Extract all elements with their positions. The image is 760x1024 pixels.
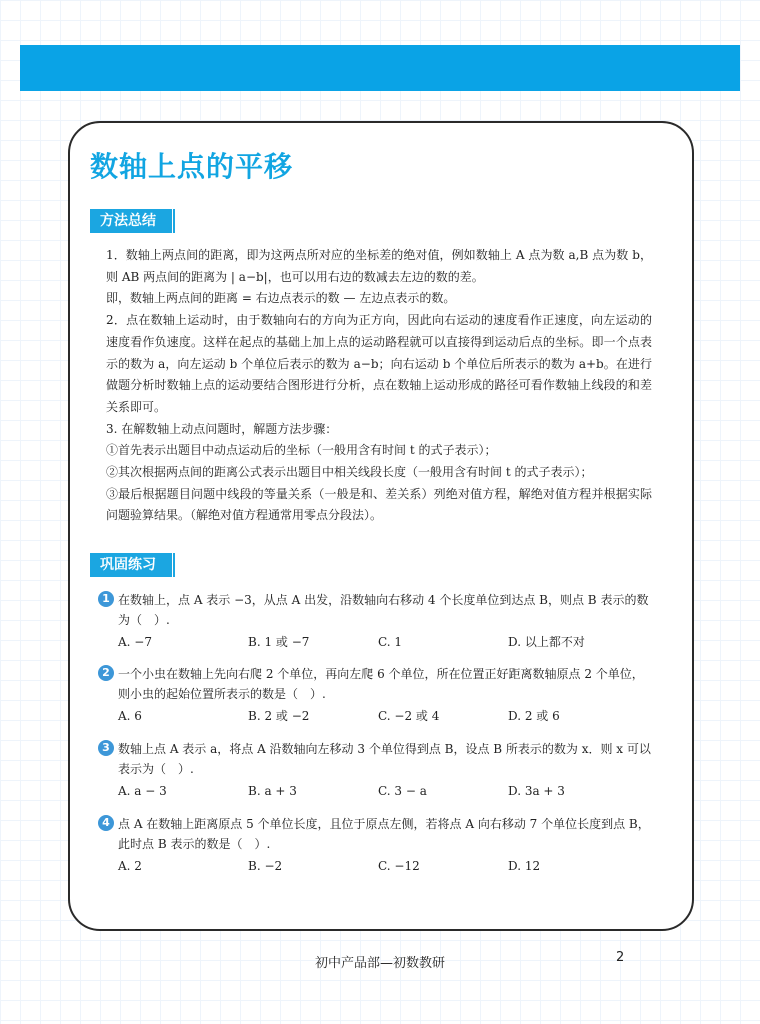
question-stem: 在数轴上，点 A 表示 −3，从点 A 出发，沿数轴向右移动 4 个长度单位到达点 B，则点 B 表示的数为（ ）. [118, 593, 649, 627]
section-tag-practice: 巩固练习 [90, 553, 172, 577]
summary-paragraph: 2．点在数轴上运动时，由于数轴向右的方向为正方向，因此向右运动的速度看作正速度，向左运动的速度看作负速度。这样在起点的基础上加上点的运动路程就可以直接得到运动后点的坐标。即一个点表示的数为 a，向左运动 b 个单位后表示的数为 a−b；向右运动 b 个单位后所表示的数为 a+b。在进行做题分析时数轴上点的运动要结合图形进行分析，点在数轴上运动形成的路径可看作数轴上线段的和差关系即可。 [106, 313, 652, 414]
page-number: 2 [616, 950, 625, 965]
option-a: A. 2 [118, 859, 142, 873]
option-d: D. 以上都不对 [508, 635, 585, 649]
summary-paragraph: ③最后根据题目问题中线段的等量关系（一般是和、差关系）列绝对值方程，解绝对值方程并根据实际问题验算结果。（解绝对值方程通常用零点分段法）。 [106, 486, 652, 523]
option-b: B. 2 或 −2 [248, 709, 310, 723]
footer-text: 初中产品部—初数教研 [314, 956, 445, 971]
option-c: C. 1 [378, 635, 403, 649]
question-options [118, 856, 654, 876]
option-b: B. 1 或 −7 [248, 635, 310, 649]
question-number-badge: 3 [98, 740, 114, 756]
section-tag-summary: 方法总结 [90, 209, 172, 233]
question-number-badge: 4 [98, 815, 114, 831]
question-2 [98, 664, 654, 726]
summary-paragraph: ①首先表示出题目中动点运动后的坐标（一般用含有时间 t 的式子表示）； [106, 443, 497, 458]
question-stem: 数轴上点 A 表示 a，将点 A 沿数轴向左移动 3 个单位得到点 B，设点 B 所表示的数为 x．则 x 可以表示为（ ）. [118, 742, 651, 776]
summary-paragraph: ②其次根据两点间的距离公式表示出题目中相关线段长度（一般用含有时间 t 的式子表示）； [106, 465, 593, 480]
question-1 [98, 590, 654, 652]
option-a: A. 6 [118, 709, 142, 723]
question-3 [98, 739, 654, 801]
summary-paragraph: 1．数轴上两点间的距离，即为这两点所对应的坐标差的绝对值，例如数轴上 A 点为数 a,B 点为数 b，则 AB 两点间的距离为 | a−b|，也可以用右边的数减去左边的数的差。 [106, 248, 652, 284]
summary-paragraph: 即，数轴上两点间的距离 = 右边点表示的数 — 左边点表示的数。 [106, 291, 456, 306]
question-options [118, 632, 654, 652]
option-d: D. 3a + 3 [508, 784, 565, 798]
method-summary [106, 245, 652, 527]
option-d: D. 2 或 6 [508, 709, 560, 723]
content-card [68, 121, 694, 931]
option-b: B. −2 [248, 859, 283, 873]
option-b: B. a + 3 [248, 784, 297, 798]
question-number-badge: 1 [98, 591, 114, 607]
page-title: 数轴上点的平移 [90, 150, 294, 183]
option-c: C. 3 − a [378, 784, 427, 798]
option-d: D. 12 [508, 859, 541, 873]
question-stem: 点 A 在数轴上距离原点 5 个单位长度，且位于原点左侧，若将点 A 向右移动 7 个单位长度到点 B，此时点 B 表示的数是（ ）. [118, 817, 650, 851]
question-stem: 一个小虫在数轴上先向右爬 2 个单位，再向左爬 6 个单位，所在位置正好距离数轴原点 2 个单位，则小虫的起始位置所表示的数是（ ）. [118, 667, 644, 701]
option-c: C. −2 或 4 [378, 709, 440, 723]
question-4 [98, 814, 654, 876]
option-a: A. a − 3 [118, 784, 167, 798]
summary-paragraph: 3. 在解数轴上动点问题时，解题方法步骤： [106, 421, 338, 436]
header-band [20, 45, 740, 91]
question-options [118, 781, 654, 801]
question-number-badge: 2 [98, 665, 114, 681]
question-options [118, 706, 654, 726]
option-a: A. −7 [118, 635, 152, 649]
option-c: C. −12 [378, 859, 420, 873]
